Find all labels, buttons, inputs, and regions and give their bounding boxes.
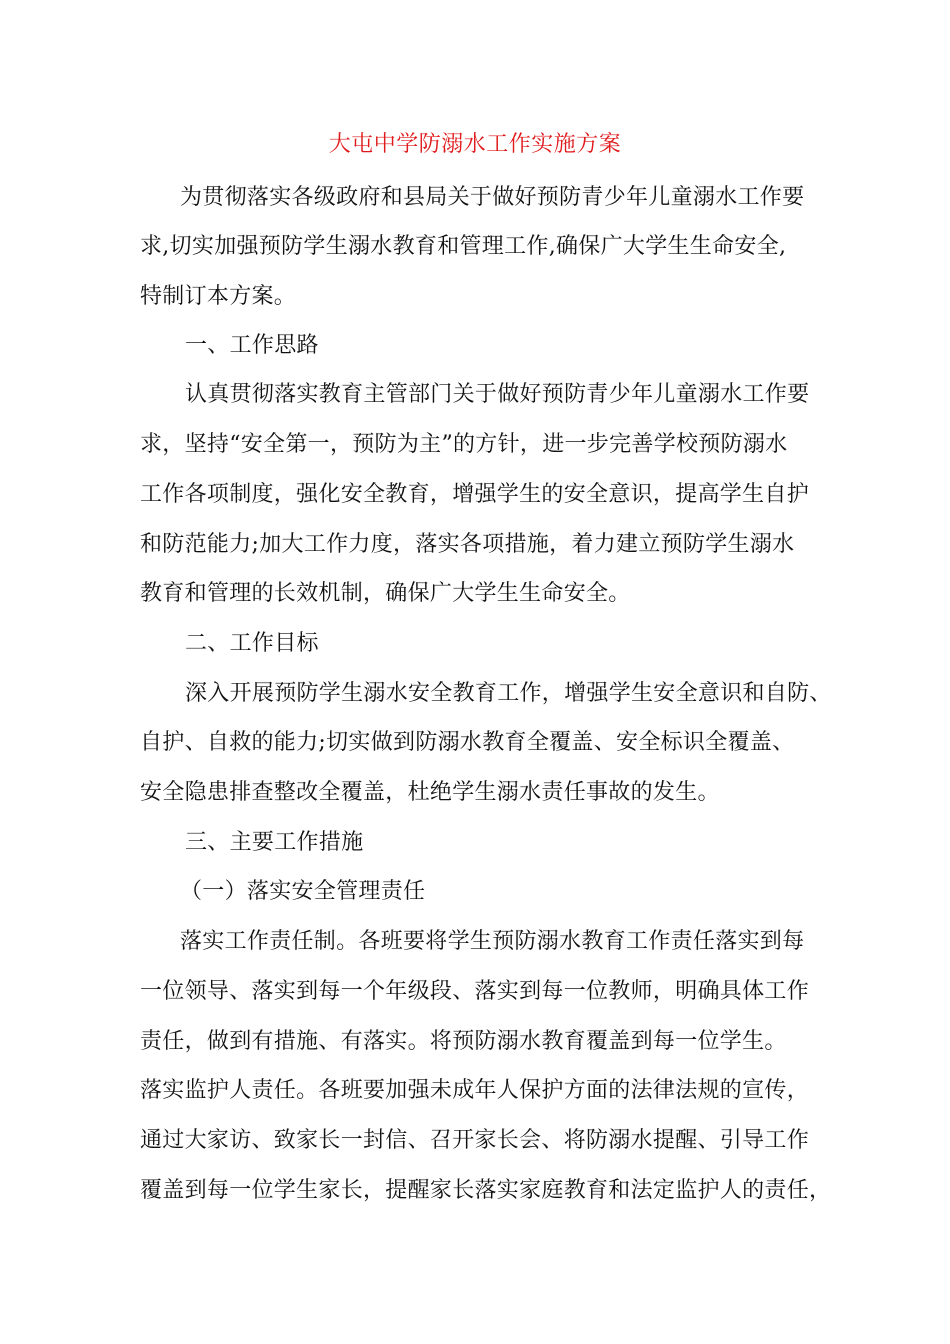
paragraph-line: 特制订本方案。 [140,284,297,309]
paragraph-line: 为贯彻落实各级政府和县局关于做好预防青少年儿童溺水工作要 [180,185,805,210]
paragraph-line: 责任，做到有措施、有落实。将预防溺水教育覆盖到每一位学生。 [140,1029,787,1054]
section-heading: 三、主要工作措施 [185,830,364,855]
paragraph-line: 覆盖到每一位学生家长，提醒家长落实家庭教育和法定监护人的责任， [140,1178,832,1203]
paragraph-line: 通过大家访、致家长一封信、召开家长会、将防溺水提醒、引导工作 [140,1128,810,1153]
paragraph-line: 一位领导、落实到每一个年级段、落实到每一位教师，明确具体工作 [140,979,810,1004]
paragraph-line: 求，坚持“安全第一，预防为主”的方针，进一步完善学校预防溺水 [140,432,788,457]
paragraph-line: 自护、自救的能力;切实做到防溺水教育全覆盖、安全标识全覆盖、 [140,730,795,755]
document-title: 大屯中学防溺水工作实施方案 [328,132,622,157]
paragraph-line: 认真贯彻落实教育主管部门关于做好预防青少年儿童溺水工作要 [185,382,810,407]
paragraph-line: 深入开展预防学生溺水安全教育工作，增强学生安全意识和自防、 [185,681,832,706]
paragraph-line: 工作各项制度，强化安全教育，增强学生的安全意识，提高学生自护 [140,482,810,507]
paragraph-line: 安全隐患排查整改全覆盖，杜绝学生溺水责任事故的发生。 [140,780,720,805]
subsection-heading: （一）落实安全管理责任 [180,879,426,904]
paragraph-line: 落实监护人责任。各班要加强未成年人保护方面的法律法规的宣传， [140,1078,810,1103]
paragraph-line: 和防范能力;加大工作力度，落实各项措施，着力建立预防学生溺水 [140,532,795,557]
paragraph-line: 落实工作责任制。各班要将学生预防溺水教育工作责任落实到每 [180,929,805,954]
section-heading: 二、工作目标 [185,631,319,656]
paragraph-line: 教育和管理的长效机制，确保广大学生生命安全。 [140,581,631,606]
paragraph-line: 求,切实加强预防学生溺水教育和管理工作,确保广大学生生命安全, [140,234,787,259]
section-heading: 一、工作思路 [185,333,319,358]
